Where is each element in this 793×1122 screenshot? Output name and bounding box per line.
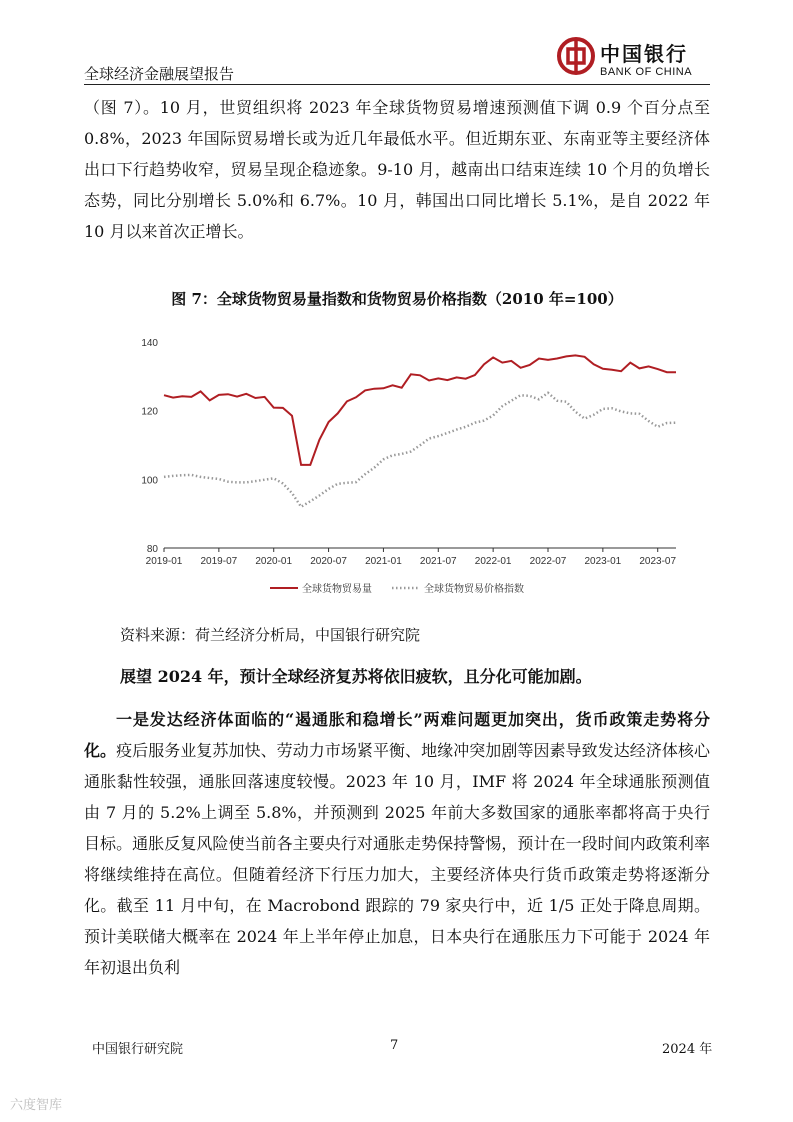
footer-institution: 中国银行研究院 bbox=[92, 1042, 184, 1057]
x-tick-label: 2023-01 bbox=[584, 556, 622, 567]
footer-year: 2024 年 bbox=[662, 1042, 713, 1057]
page-number: 7 bbox=[390, 1038, 399, 1053]
trade-index-line-chart bbox=[120, 326, 690, 606]
legend-label-trade-volume: 全球货物贸易量 bbox=[302, 584, 372, 595]
y-tick-label: 80 bbox=[146, 544, 158, 555]
x-tick-label: 2021-07 bbox=[419, 556, 457, 567]
x-tick-label: 2020-07 bbox=[310, 556, 347, 567]
x-tick-label: 2021-01 bbox=[365, 556, 402, 567]
x-tick-label: 2020-01 bbox=[255, 556, 293, 567]
outlook-heading: 展望 2024 年，预计全球经济复苏将依旧疲软，且分化可能加剧。 bbox=[120, 667, 592, 686]
y-tick-label: 120 bbox=[141, 406, 158, 418]
x-tick-label: 2022-07 bbox=[529, 556, 567, 567]
logo-text-en: BANK OF CHINA bbox=[600, 66, 693, 78]
paragraph-inflation bbox=[84, 704, 710, 983]
bank-of-china-logo-icon bbox=[556, 36, 596, 76]
logo-text-cn: 中国银行 bbox=[600, 42, 688, 66]
figure-title: 图 7：全球货物贸易量指数和货物贸易价格指数（2010 年=100） bbox=[171, 290, 623, 308]
paragraph-body: 疫后服务业复苏加快、劳动力市场紧平衡、地缘冲突加剧等因素导致发达经济体核心通胀黏性较强，通胀回落速度较慢。2023 年 10 月，IMF 将 2024 年全球通胀预测值由 7 月的 5.2%上调至 5.8%，并预测到 2025 年前大多数国家的通胀率都将高于央行目标。通胀反复风险使当前各主要央行对通胀走势保持警惕，预计在一段时间内政策利率将继续维持在高位。但随着经济下行压力加大，主要经济体央行货币政策走势将逐渐分化。截至 11 月中旬，在 Macrobond 跟踪的 79 家央行中，近 1/5 正处于降息周期。预计美联储大概率在 2024 年上半年停止加息，日本央行在通胀压力下可能于 2024 年年初退出负利 bbox=[84, 741, 710, 977]
paragraph-trade: （图 7）。10 月，世贸组织将 2023 年全球货物贸易增速预测值下调 0.9 个百分点至 0.8%，2023 年国际贸易增长或为近几年最低水平。但近期东亚、东南亚等主要经济体出口下行趋势收窄，贸易呈现企稳迹象。9-10 月，越南出口结束连续 10 个月的负增长态势，同比分别增长 5.0%和 6.7%。10 月，韩国出口同比增长 5.1%，是自 2022 年 10 月以来首次正增长。 bbox=[84, 98, 710, 241]
header-divider bbox=[84, 84, 710, 85]
bank-logo bbox=[556, 34, 716, 82]
watermark: 六度智库 bbox=[10, 1098, 63, 1113]
y-tick-label: 140 bbox=[141, 338, 158, 349]
paragraph-lead: 一是发达经济体面临的“遏通胀和稳增长”两难问题更加突出，货币政策走势将分化。 bbox=[84, 710, 710, 760]
x-tick-label: 2023-07 bbox=[639, 556, 677, 567]
figure-source: 资料来源：荷兰经济分析局，中国银行研究院 bbox=[120, 626, 421, 644]
x-tick-label: 2022-01 bbox=[474, 556, 512, 567]
series-line-trade-price bbox=[164, 393, 676, 507]
x-tick-label: 2019-07 bbox=[200, 556, 238, 567]
x-tick-label: 2019-01 bbox=[145, 556, 183, 567]
y-tick-label: 100 bbox=[141, 475, 158, 487]
legend-label-trade-price: 全球货物贸易价格指数 bbox=[424, 584, 524, 595]
series-line-trade-volume bbox=[164, 355, 676, 465]
report-title: 全球经济金融展望报告 bbox=[84, 65, 235, 83]
